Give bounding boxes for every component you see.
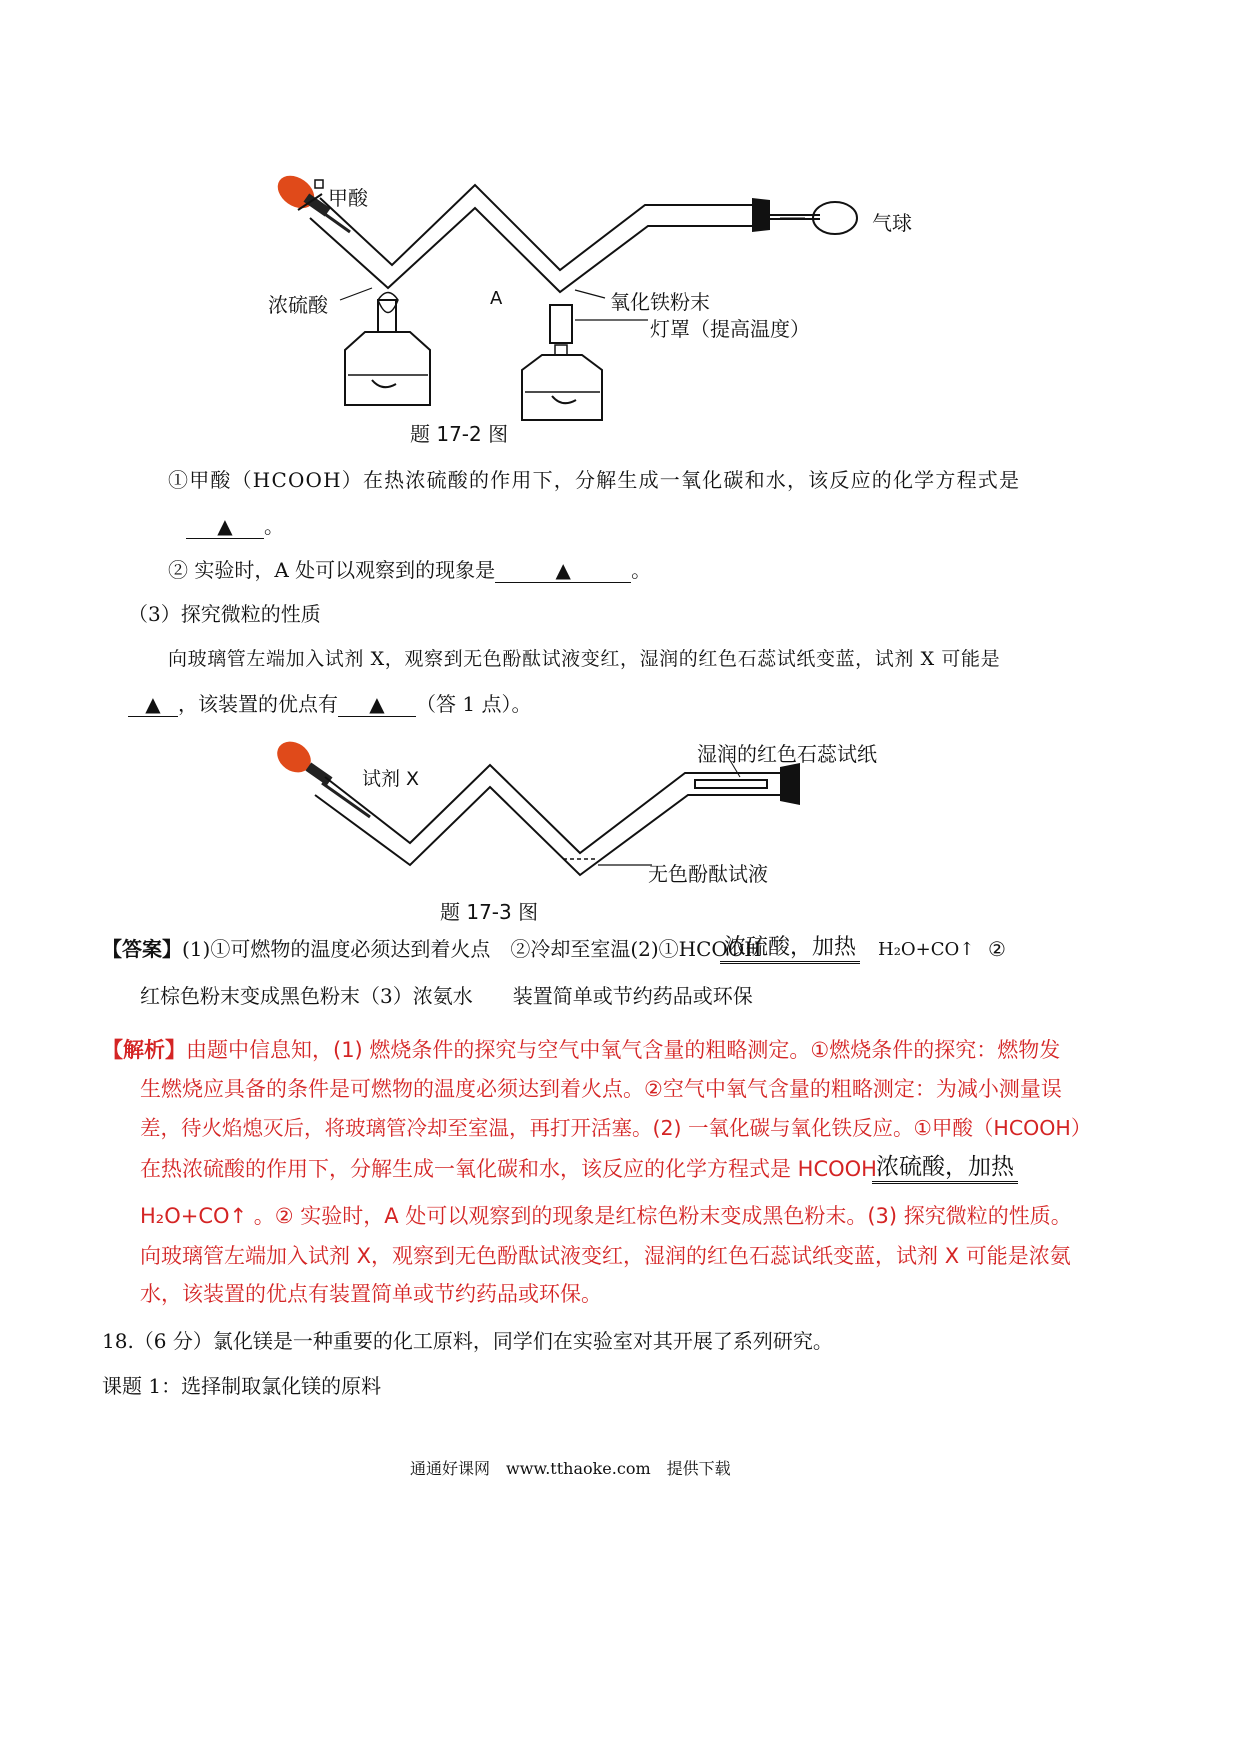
label-iron-oxide: 氧化铁粉末 bbox=[610, 290, 710, 314]
q3-mid-text: ，该装置的优点有 bbox=[178, 692, 338, 716]
analysis-line-2: 生燃烧应具备的条件是可燃物的温度必须达到着火点。②空气中氧气含量的粗略测定：为减小测量误 bbox=[140, 1077, 1062, 1101]
analysis-line-4: 在热浓硫酸的作用下，分解生成一氧化碳和水，该反应的化学方程式是 HCOOH bbox=[140, 1157, 877, 1181]
label-phenolphthalein: 无色酚酞试液 bbox=[648, 862, 768, 886]
answer-products: H₂O+CO↑ bbox=[878, 939, 975, 960]
q18-line-2: 课题 1：选择制取氯化镁的原料 bbox=[102, 1374, 382, 1398]
q3-end-text: （答 1 点）。 bbox=[416, 692, 532, 716]
label-formic-acid: 甲酸 bbox=[328, 186, 368, 210]
label-balloon: 气球 bbox=[872, 211, 912, 235]
label-conc-sulfuric: 浓硫酸 bbox=[268, 293, 328, 317]
label-reagent-x: 试剂 X bbox=[362, 768, 420, 790]
label-point-a: A bbox=[490, 288, 503, 309]
figure-17-2-caption: 题 17-2 图 bbox=[410, 422, 509, 446]
answer-line-2: 红棕色粉末变成黑色粉末（3）浓氨水 装置简单或节约药品或环保 bbox=[140, 984, 753, 1008]
analysis-line-1 bbox=[102, 1034, 1060, 1064]
punctuation: 。 bbox=[631, 558, 652, 582]
reaction-condition: 浓硫酸，加热 bbox=[720, 930, 860, 964]
analysis-text-1: 由题中信息知，(1) 燃烧条件的探究与空气中氧气含量的粗略测定。①燃烧条件的探究：燃物发 bbox=[186, 1038, 1061, 1062]
answer-circle-2: ② bbox=[988, 937, 1006, 961]
reaction-condition: 浓硫酸，加热 bbox=[872, 1148, 1018, 1184]
answer-blank-advantage[interactable]: ▲ bbox=[338, 692, 416, 717]
label-lamp-cover: 灯罩（提高温度） bbox=[650, 317, 810, 341]
answer-label: 【答案】 bbox=[102, 937, 182, 961]
page-footer: 通通好课网 www.tthaoke.com 提供下载 bbox=[410, 1459, 731, 1478]
label-litmus-paper: 湿润的红色石蕊试纸 bbox=[697, 742, 877, 766]
analysis-line-6: 向玻璃管左端加入试剂 X，观察到无色酚酞试液变红，湿润的红色石蕊试纸变蓝，试剂 X 可能是浓氨 bbox=[140, 1244, 1071, 1268]
q2-item1-text: ①甲酸（HCOOH）在热浓硫酸的作用下，分解生成一氧化碳和水，该反应的化学方程式是 bbox=[168, 468, 1021, 492]
answer-blank[interactable]: ▲ bbox=[495, 558, 631, 583]
answer-text-1: (1)①可燃物的温度必须达到着火点 ②冷却至室温(2)①HCOOH bbox=[182, 937, 762, 961]
q2-item1-answer-line bbox=[186, 512, 284, 540]
analysis-label: 【解析】 bbox=[102, 1038, 186, 1062]
q18-line-1: 18.（6 分）氯化镁是一种重要的化工原料，同学们在实验室对其开展了系列研究。 bbox=[102, 1329, 833, 1353]
q2-item2-line bbox=[168, 556, 651, 584]
answer-blank-reagent[interactable]: ▲ bbox=[128, 692, 178, 717]
analysis-line-3: 差，待火焰熄灭后，将玻璃管冷却至室温，再打开活塞。(2) 一氧化碳与氧化铁反应。①甲酸（HCOOH） bbox=[140, 1116, 1092, 1140]
figure-17-3-caption: 题 17-3 图 bbox=[440, 900, 539, 924]
q3-title: （3）探究微粒的性质 bbox=[128, 602, 321, 626]
analysis-condition bbox=[872, 1148, 1018, 1184]
answer-blank[interactable]: ▲ bbox=[186, 514, 264, 539]
q3-answer-line bbox=[128, 690, 531, 718]
analysis-line-7: 水，该装置的优点有装置简单或节约药品或环保。 bbox=[140, 1282, 602, 1306]
answer-condition bbox=[720, 930, 860, 964]
q3-text: 向玻璃管左端加入试剂 X，观察到无色酚酞试液变红，湿润的红色石蕊试纸变蓝，试剂 X 可能是 bbox=[168, 648, 1001, 670]
punctuation: 。 bbox=[264, 514, 284, 538]
q2-item2-text: ② 实验时，A 处可以观察到的现象是 bbox=[168, 558, 496, 582]
answer-line-1 bbox=[102, 935, 762, 963]
analysis-line-5: H₂O+CO↑ 。② 实验时，A 处可以观察到的现象是红棕色粉末变成黑色粉末。(3) 探究微粒的性质。 bbox=[140, 1204, 1072, 1228]
